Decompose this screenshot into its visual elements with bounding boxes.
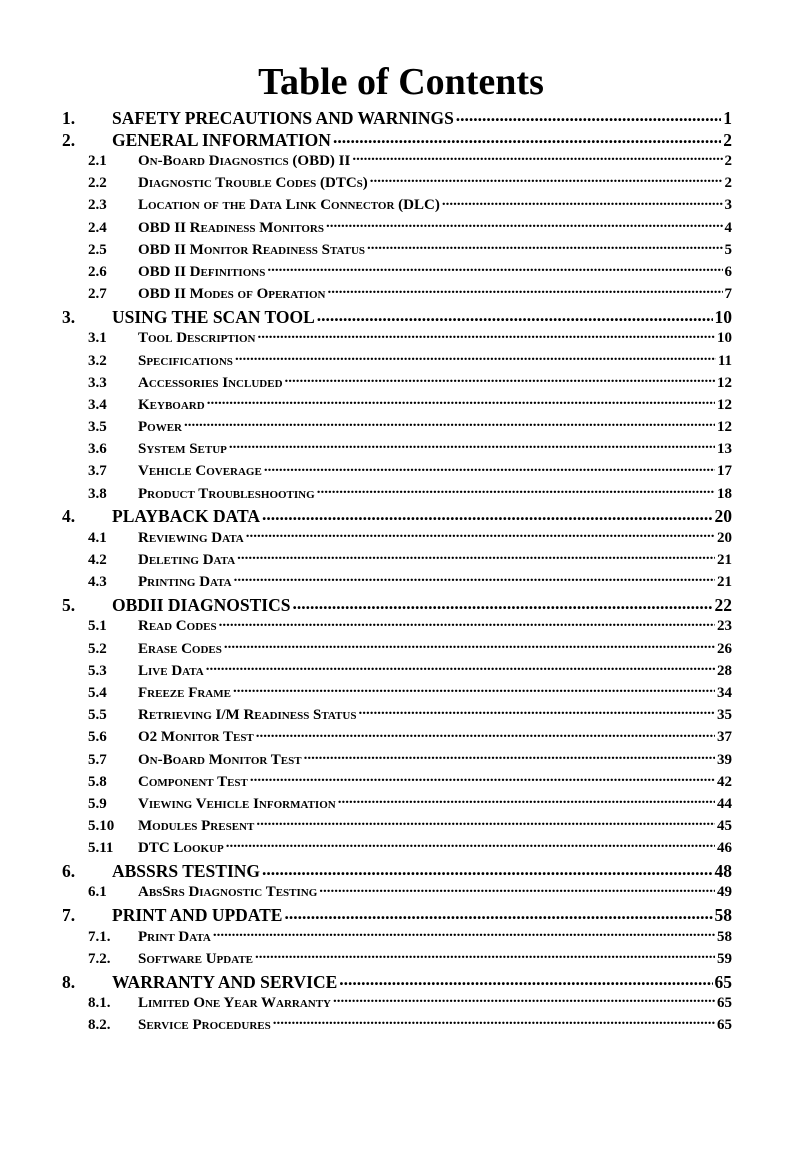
toc-page-number: 10 <box>717 330 732 347</box>
toc-page-number: 59 <box>717 950 732 967</box>
toc-page-number: 37 <box>717 729 732 746</box>
toc-entry-number: 4.3 <box>88 574 107 591</box>
toc-entry-title: Vehicle Coverage <box>138 463 262 480</box>
toc-section-entry[interactable] <box>62 327 732 349</box>
toc-section-entry[interactable] <box>62 615 732 637</box>
toc-page-number: 5 <box>724 241 732 258</box>
toc-entry-title: Viewing Vehicle Information <box>138 795 336 812</box>
toc-section-entry[interactable] <box>62 261 732 283</box>
toc-entry-number: 6. <box>62 860 76 881</box>
toc-entry-title: Keyboard <box>138 396 205 413</box>
toc-entry-title: Erase Codes <box>138 640 222 657</box>
dot-leader <box>226 837 715 852</box>
dot-leader <box>213 926 715 941</box>
toc-entry-title: System Setup <box>138 441 227 458</box>
toc-section-entry[interactable] <box>62 460 732 482</box>
toc-page-number: 3 <box>724 197 732 214</box>
toc-entry-number: 8. <box>62 971 76 992</box>
toc-entry-number: 5.11 <box>88 840 114 857</box>
toc-page-number: 7 <box>724 286 732 303</box>
toc-section-entry[interactable] <box>62 283 732 305</box>
toc-entry-number: 5.3 <box>88 662 107 679</box>
toc-section-entry[interactable] <box>62 1014 732 1036</box>
toc-section-entry[interactable] <box>62 438 732 460</box>
toc-page-number: 21 <box>717 552 732 568</box>
toc-entry-number: 5.7 <box>88 751 107 768</box>
toc-entry-number: 3. <box>62 306 76 327</box>
toc-page-number: 65 <box>717 995 732 1011</box>
toc-page-number: 35 <box>717 707 732 724</box>
toc-entry-title: Print Data <box>138 928 211 945</box>
dot-leader <box>235 350 716 365</box>
toc-entry-title: Tool Description <box>138 330 256 347</box>
toc-entry-title: Location of the Data Link Connector (DLC) <box>138 197 440 214</box>
toc-entry-number: 3.1 <box>88 330 107 347</box>
toc-entry-number: 3.5 <box>88 419 107 436</box>
toc-section-entry[interactable] <box>62 239 732 261</box>
toc-section-entry[interactable] <box>62 837 732 859</box>
toc-chapter-entry[interactable] <box>62 593 732 615</box>
toc-page-number: 18 <box>717 485 732 502</box>
toc-page-number: 12 <box>717 396 732 413</box>
dot-leader <box>367 239 723 254</box>
toc-section-entry[interactable] <box>62 394 732 416</box>
toc-entry-number: 7.2. <box>88 950 111 967</box>
dot-leader <box>206 660 715 675</box>
dot-leader <box>338 793 715 808</box>
toc-entry-title: Printing Data <box>138 574 232 591</box>
toc-entry-number: 5.1 <box>88 618 107 635</box>
toc-page-number: 2 <box>723 129 732 150</box>
dot-leader <box>284 904 712 922</box>
dot-leader <box>456 106 721 124</box>
page-title: Table of Contents <box>258 61 544 103</box>
toc-page-number: 23 <box>717 618 732 635</box>
toc-entry-number: 6.1 <box>88 884 107 901</box>
toc-page-number: 45 <box>717 818 732 835</box>
dot-leader <box>219 615 715 630</box>
toc-chapter-entry[interactable] <box>62 970 732 992</box>
toc-entry-title: DTC Lookup <box>138 840 224 857</box>
toc-section-entry[interactable] <box>62 881 732 903</box>
dot-leader <box>207 394 715 409</box>
dot-leader <box>246 527 715 542</box>
dot-leader <box>262 859 712 877</box>
toc-chapter-entry[interactable] <box>62 859 732 881</box>
toc-entry-number: 5.10 <box>88 818 115 835</box>
toc-entry-title: PLAYBACK DATA <box>112 506 260 527</box>
dot-leader <box>339 970 712 988</box>
dot-leader <box>262 505 713 523</box>
dot-leader <box>317 483 715 498</box>
toc-section-entry[interactable] <box>62 992 732 1014</box>
toc-section-entry[interactable] <box>62 638 732 660</box>
toc-section-entry[interactable] <box>62 194 732 216</box>
dot-leader <box>292 593 712 611</box>
toc-entry-title: On-Board Monitor Test <box>138 751 302 768</box>
toc-section-entry[interactable] <box>62 682 732 704</box>
toc-entry-title: AbsSrs Diagnostic Testing <box>138 884 318 901</box>
dot-leader <box>327 283 722 298</box>
dot-leader <box>352 150 722 165</box>
toc-entry-title: O2 Monitor Test <box>138 729 254 746</box>
toc-page-number: 46 <box>717 840 732 857</box>
dot-leader <box>237 549 715 564</box>
dot-leader <box>273 1014 715 1029</box>
toc-page-number: 11 <box>717 352 732 369</box>
toc-entry-title: SAFETY PRECAUTIONS AND WARNINGS <box>112 107 454 128</box>
toc-entry-number: 4.2 <box>88 552 107 568</box>
dot-leader <box>285 372 715 387</box>
toc-page-number: 28 <box>717 662 732 679</box>
dot-leader <box>229 438 715 453</box>
toc-section-entry[interactable] <box>62 571 732 593</box>
toc-entry-title: Specifications <box>138 352 233 369</box>
toc-page-number: 4 <box>724 219 732 236</box>
toc-entry-title: Live Data <box>138 662 204 679</box>
toc-page-number: 34 <box>717 684 732 701</box>
toc-page-number: 6 <box>724 263 732 280</box>
toc-section-entry[interactable] <box>62 771 732 793</box>
toc-page-number: 20 <box>717 529 732 546</box>
toc-entry-number: 4. <box>62 506 76 527</box>
dot-leader <box>442 194 723 209</box>
dot-leader <box>264 460 715 475</box>
toc-section-entry[interactable] <box>62 372 732 394</box>
toc-section-entry[interactable] <box>62 749 732 771</box>
toc-entry-title: Product Troubleshooting <box>138 485 315 502</box>
toc-page-number: 49 <box>717 884 732 901</box>
toc-entry-title: GENERAL INFORMATION <box>112 129 331 150</box>
dot-leader <box>256 815 715 830</box>
toc-page-number: 12 <box>717 374 732 391</box>
toc-section-entry[interactable] <box>62 815 732 837</box>
toc-entry-number: 4.1 <box>88 529 107 546</box>
toc-section-entry[interactable] <box>62 660 732 682</box>
toc-chapter-entry[interactable] <box>62 305 732 327</box>
toc-section-entry[interactable] <box>62 704 732 726</box>
toc-entry-title: OBD II Readiness Monitors <box>138 219 324 236</box>
toc-section-entry[interactable] <box>62 549 732 571</box>
toc-page-number: 13 <box>717 441 732 458</box>
toc-entry-number: 8.2. <box>88 1017 111 1034</box>
toc-entry-title: Software Update <box>138 950 254 967</box>
toc-entry-title: OBD II Monitor Readiness Status <box>138 241 365 258</box>
toc-entry-number: 2.2 <box>88 175 107 192</box>
toc-entry-number: 3.2 <box>88 352 107 369</box>
toc-entry-number: 2.1 <box>88 153 107 169</box>
toc-entry-number: 7.1. <box>88 928 111 945</box>
toc-entry-number: 5.9 <box>88 795 107 812</box>
toc-page-number: 26 <box>717 640 732 657</box>
toc-entry-number: 3.7 <box>88 463 107 480</box>
toc-chapter-entry[interactable] <box>62 904 732 926</box>
toc-entry-number: 2.3 <box>88 197 107 214</box>
toc-entry-title: Accessories Included <box>138 374 283 391</box>
dot-leader <box>250 771 715 786</box>
toc-entry-title: Read Codes <box>138 618 217 635</box>
toc-section-entry[interactable] <box>62 948 732 970</box>
toc-entry-title: OBD II Modes of Operation <box>138 286 326 303</box>
toc-page-number: 21 <box>717 574 732 591</box>
toc-entry-number: 2. <box>62 129 76 150</box>
toc-page-number: 65 <box>714 971 732 992</box>
table-of-contents <box>62 106 732 1036</box>
toc-chapter-entry[interactable] <box>62 505 732 527</box>
toc-entry-number: 5.6 <box>88 729 107 746</box>
toc-entry-title: Freeze Frame <box>138 684 231 701</box>
toc-section-entry[interactable] <box>62 350 732 372</box>
toc-entry-number: 5.4 <box>88 684 107 701</box>
toc-page-number: 20 <box>714 506 732 527</box>
toc-section-entry[interactable] <box>62 793 732 815</box>
dot-leader <box>304 749 715 764</box>
toc-page-number: 22 <box>714 594 732 615</box>
toc-entry-title: PRINT AND UPDATE <box>112 905 283 926</box>
toc-entry-number: 2.6 <box>88 263 107 280</box>
toc-page-number: 42 <box>717 773 732 790</box>
toc-entry-number: 5.5 <box>88 707 107 724</box>
toc-section-entry[interactable] <box>62 926 732 948</box>
toc-entry-number: 3.6 <box>88 441 107 458</box>
dot-leader <box>234 571 715 586</box>
toc-entry-title: ABSSRS TESTING <box>112 860 261 881</box>
toc-entry-title: OBD II Definitions <box>138 263 266 280</box>
toc-page-number: 48 <box>714 860 732 881</box>
toc-section-entry[interactable] <box>62 416 732 438</box>
toc-entry-number: 2.4 <box>88 219 107 236</box>
toc-chapter-entry[interactable] <box>62 128 732 150</box>
toc-page-number: 17 <box>717 463 732 480</box>
toc-entry-number: 5.8 <box>88 773 107 790</box>
toc-section-entry[interactable] <box>62 483 732 505</box>
toc-entry-title: OBDII DIAGNOSTICS <box>112 594 291 615</box>
dot-leader <box>370 172 723 187</box>
toc-section-entry[interactable] <box>62 726 732 748</box>
dot-leader <box>317 305 713 323</box>
toc-entry-title: Power <box>138 419 182 436</box>
toc-page-number: 2 <box>724 175 732 192</box>
toc-entry-number: 5. <box>62 594 76 615</box>
toc-entry-title: Limited One Year Warranty <box>138 995 331 1011</box>
dot-leader <box>319 881 715 896</box>
toc-section-entry[interactable] <box>62 150 732 172</box>
toc-section-entry[interactable] <box>62 217 732 239</box>
toc-page-number: 10 <box>714 306 732 327</box>
toc-page-number: 65 <box>717 1017 732 1034</box>
toc-section-entry[interactable] <box>62 527 732 549</box>
toc-entry-title: On-Board Diagnostics (OBD) II <box>138 153 351 169</box>
toc-entry-title: Deleting Data <box>138 552 236 568</box>
toc-entry-number: 3.8 <box>88 485 107 502</box>
toc-entry-title: Reviewing Data <box>138 529 244 546</box>
toc-entry-number: 3.4 <box>88 396 107 413</box>
dot-leader <box>233 682 715 697</box>
toc-section-entry[interactable] <box>62 172 732 194</box>
toc-page-number: 12 <box>717 419 732 436</box>
dot-leader <box>224 638 715 653</box>
dot-leader <box>358 704 715 719</box>
dot-leader <box>258 327 716 342</box>
toc-entry-title: WARRANTY AND SERVICE <box>112 971 338 992</box>
toc-entry-number: 8.1. <box>88 995 111 1011</box>
toc-entry-number: 2.7 <box>88 286 107 303</box>
dot-leader <box>267 261 722 276</box>
toc-entry-title: Component Test <box>138 773 248 790</box>
dot-leader <box>326 217 723 232</box>
dot-leader <box>255 948 715 963</box>
toc-entry-number: 2.5 <box>88 241 107 258</box>
toc-entry-number: 5.2 <box>88 640 107 657</box>
toc-entry-title: Service Procedures <box>138 1017 271 1034</box>
toc-entry-number: 7. <box>62 905 76 926</box>
toc-entry-title: Diagnostic Trouble Codes (DTCs) <box>138 175 368 192</box>
toc-entry-title: Retrieving I/M Readiness Status <box>138 707 357 724</box>
toc-entry-title: USING THE SCAN TOOL <box>112 306 315 327</box>
toc-entry-number: 1. <box>62 107 76 128</box>
toc-page-number: 44 <box>717 795 732 812</box>
toc-page-number: 1 <box>723 107 732 128</box>
toc-chapter-entry[interactable] <box>62 106 732 128</box>
dot-leader <box>333 128 721 146</box>
toc-page-number: 39 <box>717 751 732 768</box>
dot-leader <box>256 726 715 741</box>
toc-page-number: 2 <box>724 153 732 169</box>
toc-entry-title: Modules Present <box>138 818 255 835</box>
toc-entry-number: 3.3 <box>88 374 107 391</box>
toc-page-number: 58 <box>717 928 732 945</box>
toc-page-number: 58 <box>714 905 732 926</box>
dot-leader <box>184 416 715 431</box>
dot-leader <box>333 992 715 1007</box>
